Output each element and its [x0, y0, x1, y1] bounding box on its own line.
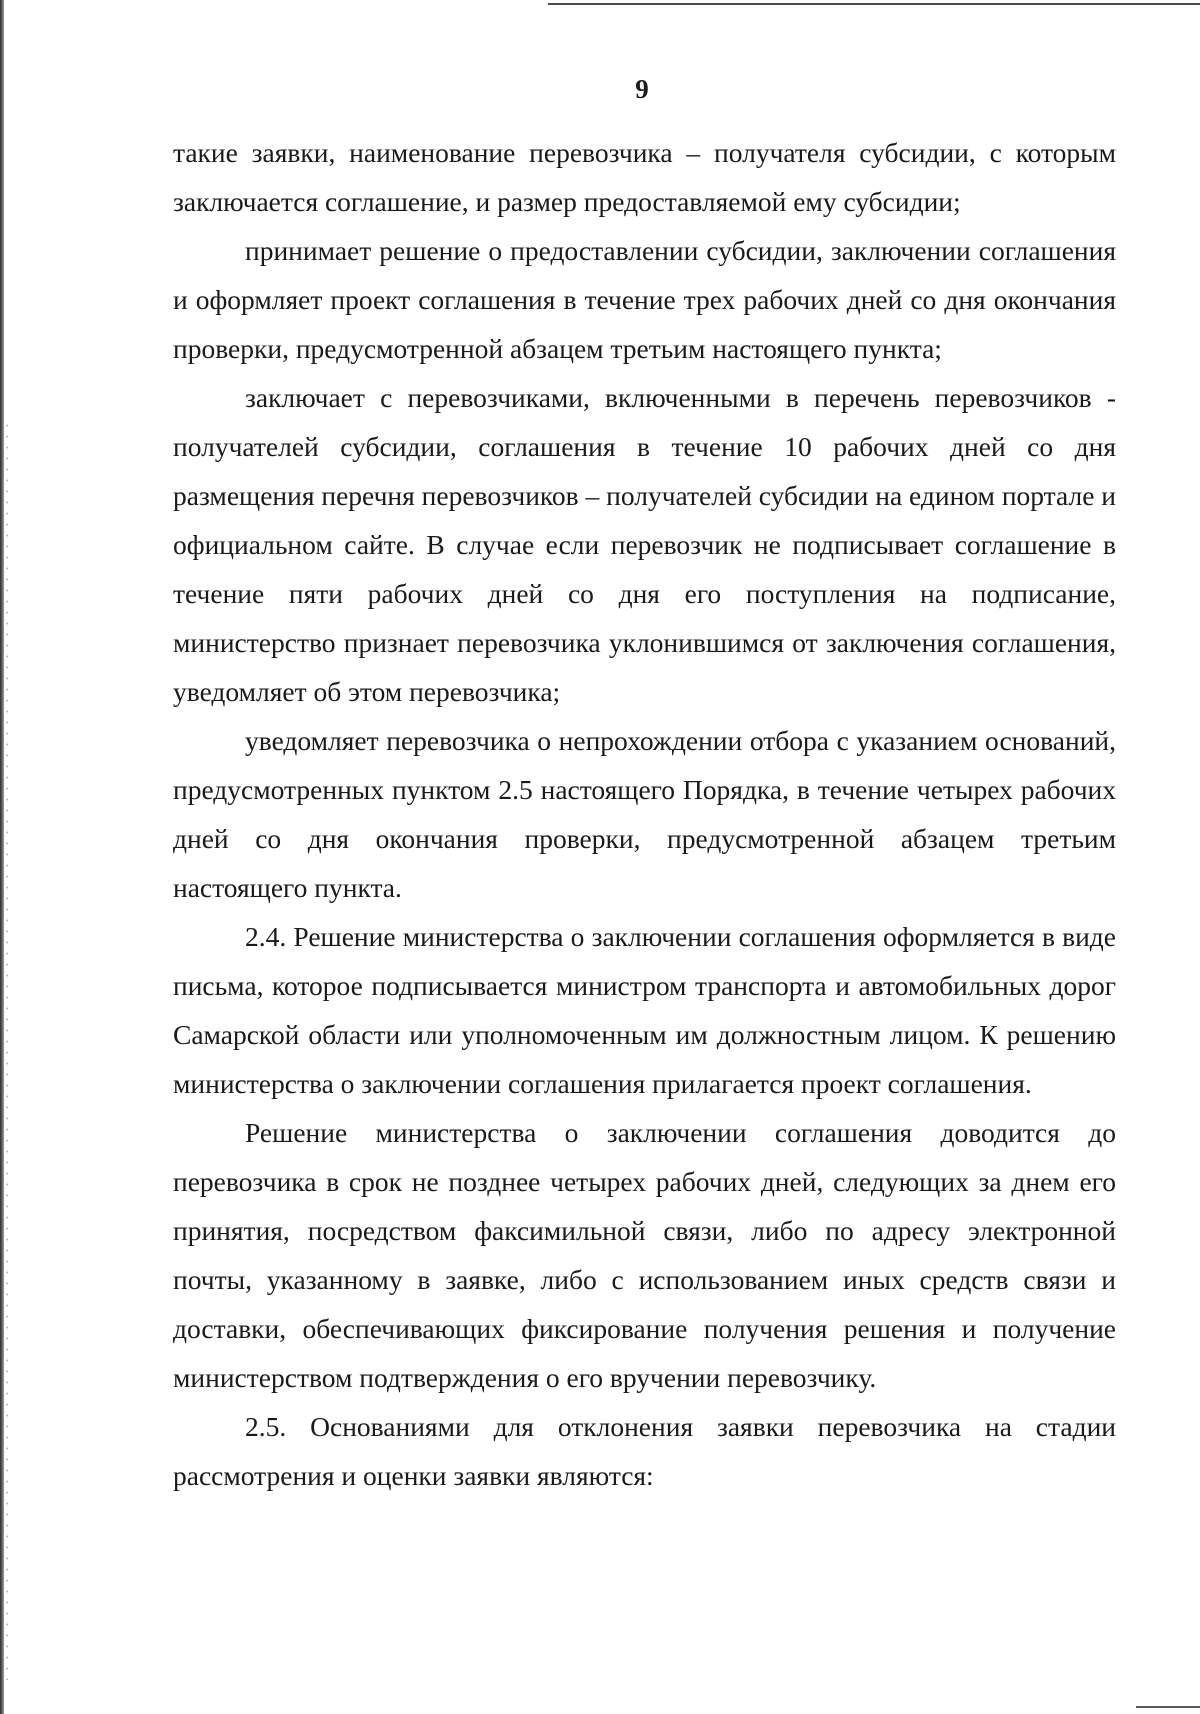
scan-top-line: [548, 3, 1200, 5]
scan-bottom-line: [1136, 1706, 1200, 1708]
paragraph-notification: уведомляет перевозчика о непрохождении отбора с указанием оснований, предусмотренных пунктом 2.5 настоящего Порядка, в течение четырех рабочих дней со дня окончания проверки, предусмотренной абзацем третьим настоящего пункта.: [173, 725, 1116, 903]
page-number: 9: [635, 74, 649, 104]
paragraph-delivery: Решение министерства о заключении соглашения доводится до перевозчика в срок не позднее четырех рабочих дней, следующих за днем его принятия, посредством факсимильной связи, либо по адресу электронной почты, указанному в заявке, либо с использованием иных средств связи и доставки, обеспечивающих фиксирование получения решения и получение министерством подтверждения о его вручении перевозчику.: [173, 1117, 1116, 1393]
document-body: [173, 128, 1116, 1500]
paragraph-2-4: 2.4. Решение министерства о заключении соглашения оформляется в виде письма, которое подписывается министром транспорта и автомобильных дорог Самарской области или уполномоченным им должностным лицом. К решению министерства о заключении соглашения прилагается проект соглашения.: [173, 921, 1116, 1099]
scan-specks: [4, 420, 12, 1680]
paragraph-agreements: заключает с перевозчиками, включенными в перечень перевозчиков - получателей субсидии, соглашения в течение 10 рабочих дней со дня размещения перечня перевозчиков – получателей субсидии на едином портале и официальном сайте. В случае если перевозчик не подписывает соглашение в течение пяти рабочих дней со дня его поступления на подписание, министерство признает перевозчика уклонившимся от заключения соглашения, уведомляет об этом перевозчика;: [173, 382, 1116, 707]
paragraph-decision: принимает решение о предоставлении субсидии, заключении соглашения и оформляет проект соглашения в течение трех рабочих дней со дня окончания проверки, предусмотренной абзацем третьим настоящего пункта;: [173, 235, 1116, 364]
paragraph-2-5: 2.5. Основаниями для отклонения заявки перевозчика на стадии рассмотрения и оценки заявки являются:: [173, 1411, 1116, 1491]
paragraph-continuation: такие заявки, наименование перевозчика – получателя субсидии, с которым заключается соглашение, и размер предоставляемой ему субсидии;: [173, 137, 1116, 217]
